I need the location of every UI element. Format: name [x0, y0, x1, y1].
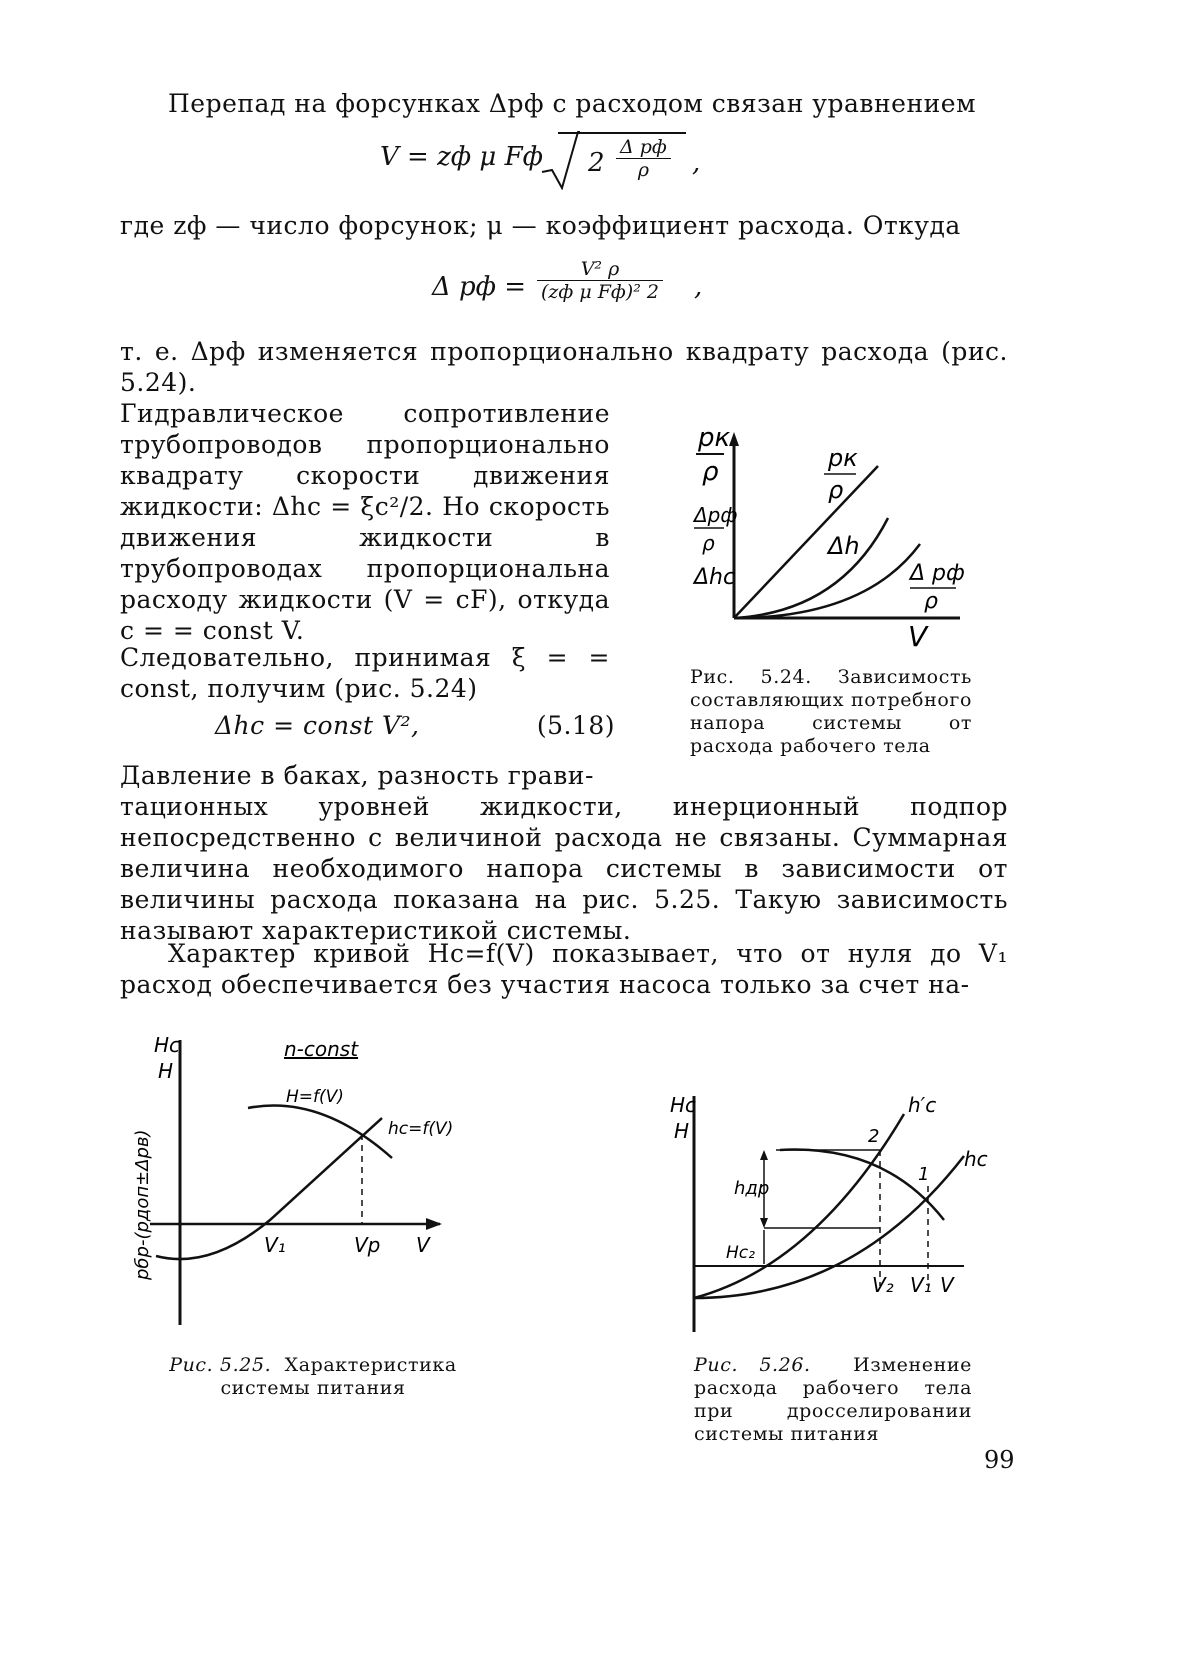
label-v2: V₂ [872, 1273, 894, 1297]
sqrt-symbol [540, 130, 580, 190]
paragraph-where: где zф — число форсунок; μ — коэффициент расхода. Откуда [120, 211, 961, 240]
paragraph-consequently: Следовательно, принимая ξ = = const, получим (рис. 5.24) [120, 643, 610, 703]
page-number: 99 [984, 1446, 1015, 1474]
label-x-v: V [908, 620, 928, 653]
label-point-2: 2 [868, 1126, 880, 1147]
svg-text:ρ: ρ [702, 531, 715, 555]
paragraph-intro: Перепад на форсунках Δpф с расходом связан уравнением [168, 89, 977, 118]
label-x-v: V [940, 1273, 954, 1297]
curve-dh [734, 518, 888, 618]
svg-text:ρ: ρ [924, 589, 938, 614]
label-v1: V₁ [910, 1273, 932, 1297]
caption-5-26: Рис. 5.26. Изменение расхода рабочего тела при дросселировании системы питания [694, 1354, 972, 1445]
figure-5-25 [120, 1030, 500, 1340]
label-hc: Hc [154, 1033, 181, 1057]
label-v1: V₁ [264, 1233, 286, 1257]
label-n-const: n-const [284, 1037, 359, 1061]
label-side: pбр-(pдоп±Δpв) [132, 1129, 153, 1280]
label-h: H [158, 1059, 174, 1083]
paragraph-pressure-b: тационных уровней жидкости, инерционный подпор непосредственно с величиной расхода не связаны. Суммарная величина необходимого напора системы в зависимости от величины расхода показана на рис. 5.25. Такую зависимость называют характеристикой системы. [120, 792, 1008, 945]
label-curve-dh: Δh [828, 532, 860, 560]
label-hc: Hc [670, 1093, 697, 1117]
label-dpf: Δpф [694, 503, 738, 527]
paragraph-pressure-a: Давление в баках, разность грави- [120, 761, 594, 790]
label-h-dr: hдр [734, 1178, 770, 1199]
label-curve-h: H=f(V) [286, 1087, 344, 1107]
paragraph-hydraulic: Гидравлическое сопротивление трубопроводов пропорционально квадрату скорости движения жидкости: Δhc = ξc²/2. Но скорость движения жидкости в трубопроводах пропорциональна расходу жидкости (V = cF), откуда c = = const V. [120, 399, 610, 645]
caption-5-25: Рис. 5.25. Характеристика системы питания [169, 1354, 457, 1399]
paragraph-curve: Характер кривой Hc=f(V) показывает, что от нуля до V₁ расход обеспечивается без участия насоса только за счет на- [120, 939, 1008, 999]
label-x-v: V [416, 1233, 430, 1257]
svg-text:ρ: ρ [828, 476, 844, 504]
curve-h [248, 1105, 392, 1158]
label-dhc: Δhc [694, 565, 736, 590]
label-curve-hc: hc=f(V) [388, 1119, 454, 1139]
caption-5-24: Рис. 5.24. Зависимость составляющих потребного напора системы от расхода рабочего тела [690, 666, 972, 757]
label-vp: Vр [354, 1233, 381, 1257]
label-point-1: 1 [918, 1164, 930, 1185]
equation-5-18: Δhc = const V², (5.18) [215, 711, 615, 740]
paragraph-proportional: т. е. Δpф изменяется пропорционально квадрату расхода (рис. 5.24). [120, 337, 1008, 397]
svg-text:ρ: ρ [702, 457, 719, 487]
label-curve-dpf: Δ pф [910, 561, 965, 586]
label-hc2: Hc₂ [726, 1243, 755, 1263]
equation-pressure-drop: Δ pф = V² ρ (zф μ Fф)² 2 , [432, 258, 703, 303]
equation-flow-rate: V = zф μ Fф 2 Δ pф ρ , [380, 142, 780, 202]
label-hc-curve: hc [964, 1147, 988, 1171]
figure-5-26 [664, 1086, 1004, 1336]
figure-5-24 [680, 422, 990, 662]
label-h: H [674, 1119, 690, 1143]
label-line-pk: pк [828, 444, 858, 472]
label-hc-prime: h′c [908, 1093, 937, 1117]
curve-dpf [734, 544, 920, 618]
label-pk: pк [698, 423, 731, 453]
